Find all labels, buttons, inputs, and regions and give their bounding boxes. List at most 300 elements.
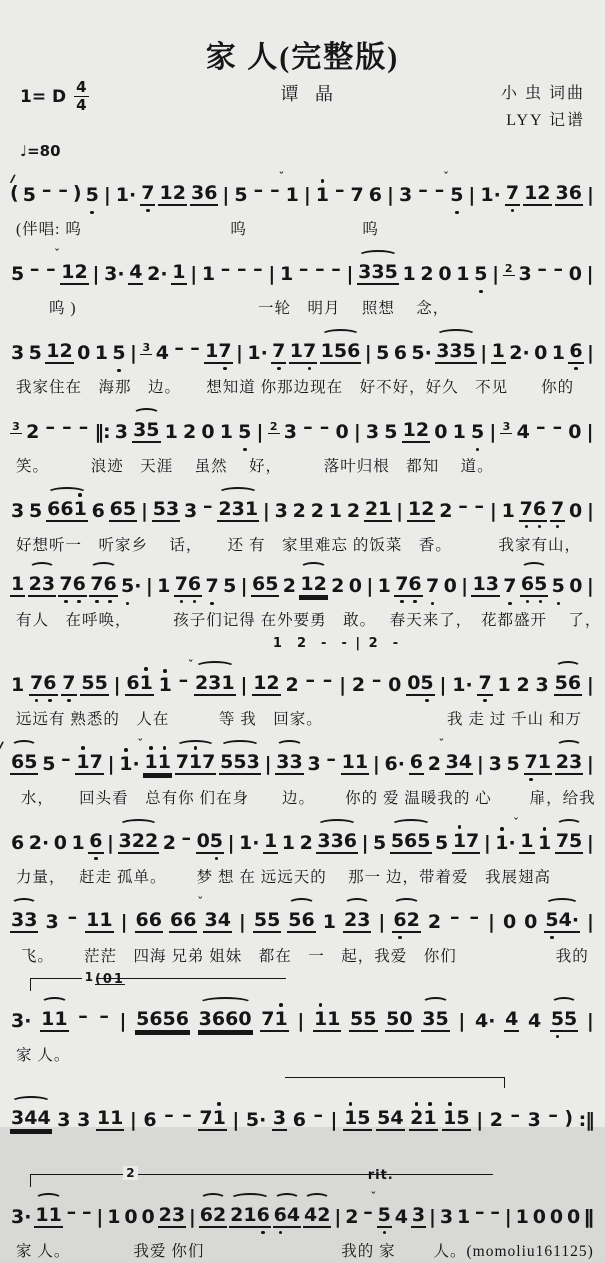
barline: | — [428, 1206, 437, 1228]
note-digit: 3 — [42, 574, 55, 595]
note-digit: 1 — [457, 1207, 470, 1228]
barline: | — [353, 421, 362, 443]
time-signature-numerator: 4 — [74, 80, 88, 97]
octave-dot-above — [279, 1003, 283, 1007]
note-digit: 1 — [95, 343, 108, 364]
note-digit: 0 — [197, 831, 210, 852]
note-digit: 5 — [153, 499, 166, 520]
note-digit: 5 — [136, 1009, 149, 1030]
note-digit: 5 — [378, 1205, 391, 1226]
dash-note: – — [79, 416, 89, 438]
dash-note: – — [305, 669, 315, 691]
note-digit: 0 — [444, 576, 457, 597]
dash-note: – — [315, 258, 325, 280]
dash-note: – — [299, 258, 309, 280]
note-token — [205, 576, 220, 597]
note-token — [10, 343, 25, 364]
octave-dot-below — [526, 600, 530, 604]
barline: | — [145, 575, 154, 597]
note-digit: 2 — [147, 264, 160, 285]
dash-note: – — [435, 179, 445, 201]
note-token — [364, 499, 392, 522]
dash-note: – — [537, 258, 547, 280]
note-digit: 7 — [218, 341, 231, 362]
note-digit: 1 — [144, 752, 157, 773]
octave-dot-below — [525, 525, 529, 529]
note-digit: 1 — [282, 833, 295, 854]
lyrics-row: 水， 回头看 总有你 们在身 边。 你的 爱 温暖我的 心 扉，给我 — [6, 786, 599, 810]
note-token — [222, 576, 237, 597]
barline: | — [395, 500, 404, 522]
augmentation-dot: · — [24, 1011, 31, 1032]
note-token — [80, 673, 108, 696]
note-token — [398, 185, 413, 206]
note-digit: 2 — [311, 501, 324, 522]
note-token — [442, 1108, 470, 1131]
note-digit: 6 — [183, 910, 196, 931]
note-digit: 1 — [408, 499, 421, 520]
note-token — [390, 831, 432, 854]
note-digit: 0 — [349, 576, 362, 597]
augmentation-dot: · — [509, 833, 516, 854]
note-digit: 5 — [564, 1009, 577, 1030]
note-digit: 5 — [265, 574, 278, 595]
note-token — [273, 1205, 301, 1228]
octave-dot-below — [557, 602, 561, 606]
note-token — [555, 752, 583, 775]
note-digit: 2 — [195, 673, 208, 694]
note-token — [155, 343, 170, 364]
note-digit: 5 — [81, 673, 94, 694]
note-digit: 6 — [126, 673, 139, 694]
note-digit: 1 — [110, 1108, 123, 1129]
note-token — [199, 1205, 227, 1228]
octave-dot-below — [210, 602, 214, 606]
note-token — [343, 910, 371, 933]
octave-dot-below — [64, 600, 68, 604]
octave-dot-above — [217, 1102, 221, 1106]
note-digit: 1 — [35, 1205, 48, 1226]
augmentation-dot: · — [259, 1110, 266, 1131]
note-digit: 4 — [287, 1205, 300, 1226]
note-token — [128, 262, 143, 285]
note-digit: 0 — [407, 673, 420, 694]
note-digit: 4 — [505, 1009, 518, 1030]
note-digit: 2 — [283, 576, 296, 597]
note-token — [551, 343, 566, 364]
note-token — [554, 673, 582, 696]
note-digit: 1 — [321, 341, 334, 362]
note-token — [488, 754, 503, 775]
note-token — [438, 501, 453, 522]
note-digit: 4 — [395, 1207, 408, 1228]
page-title: 家 人(完整版) — [6, 32, 599, 76]
note-digit: 3 — [501, 421, 511, 433]
lyrics-row: 呜 ) 一轮 明月 照想 念， — [6, 296, 599, 320]
note-digit: 5 — [436, 1009, 449, 1030]
note-digit: 0 — [524, 912, 537, 933]
note-token — [271, 341, 286, 364]
note-digit: 2 — [314, 574, 327, 595]
note-digit: 2 — [420, 264, 433, 285]
dash-note: – — [30, 258, 40, 280]
note-digit: 1 — [524, 183, 537, 204]
note-token — [502, 912, 517, 933]
octave-dot-below — [508, 602, 512, 606]
volta-bracket — [30, 978, 286, 991]
note-digit: 1 — [11, 675, 24, 696]
lyrics-row: 远远有 熟悉的 人在 等 我 回家。 我 走 过 千山 和万 — [6, 707, 599, 731]
dash-note: – — [58, 179, 68, 201]
note-digit: 5 — [385, 262, 398, 283]
note-token — [94, 343, 109, 364]
octave-dot-above — [428, 1102, 432, 1106]
note-digit: 6 — [149, 1009, 162, 1030]
note-token — [10, 264, 25, 285]
barline: | — [586, 500, 595, 522]
note-digit: 7 — [62, 673, 75, 694]
octave-dot-below — [556, 1035, 560, 1039]
dash-note: – — [490, 1201, 500, 1223]
annotation-row — [6, 1069, 599, 1089]
note-digit: 1 — [253, 673, 266, 694]
note-digit: 5 — [363, 1009, 376, 1030]
note-digit: 0 — [335, 422, 348, 443]
octave-dot-below — [35, 699, 39, 703]
note-digit: 3 — [247, 752, 260, 773]
volta-number: 2 — [123, 1166, 137, 1180]
note-token — [245, 1110, 267, 1131]
note-digit: 7 — [141, 183, 154, 204]
note-digit: 6 — [149, 910, 162, 931]
note-digit: 5 — [334, 341, 347, 362]
note-token — [158, 675, 173, 696]
note-digit: 3 — [273, 1108, 286, 1129]
barline: | — [333, 1206, 342, 1228]
octave-dot-below — [48, 699, 52, 703]
note-digit: 3 — [284, 422, 297, 443]
note-token — [427, 912, 442, 933]
note-token — [474, 1011, 496, 1032]
breath-mark: ˇ — [197, 895, 203, 908]
note-token — [504, 1009, 519, 1032]
note-token — [409, 752, 424, 775]
note-digit: 1 — [158, 752, 171, 773]
note-token — [135, 910, 163, 933]
note-token — [524, 752, 552, 775]
note-digit: 2 — [428, 912, 441, 933]
note-token — [470, 422, 485, 443]
tempo-marking: ♩=80 — [6, 134, 599, 160]
note-digit: 0 — [569, 501, 582, 522]
note-digit: 5 — [391, 831, 404, 852]
note-digit: 1 — [552, 343, 565, 364]
note-digit: 3 — [366, 422, 379, 443]
augmentation-dot: · — [261, 343, 268, 364]
note-digit: 3 — [104, 264, 117, 285]
note-token — [292, 1110, 307, 1131]
note-digit: 3 — [208, 673, 221, 694]
note-digit: 3 — [57, 1110, 70, 1131]
note-digit: 3 — [528, 1110, 541, 1131]
note-token — [96, 1108, 124, 1131]
note-token — [365, 422, 380, 443]
pickup-notes: 1 2 - - | 2 - — [273, 636, 400, 651]
note-digit: 5 — [29, 343, 42, 364]
notation-row — [6, 559, 599, 608]
note-digit: 3 — [518, 264, 531, 285]
barline: | — [586, 674, 595, 696]
note-digit: 7 — [503, 576, 516, 597]
note-token — [544, 910, 580, 933]
note-token — [501, 501, 516, 522]
note-token — [103, 264, 125, 285]
note-digit: 4 — [559, 910, 572, 931]
note-token — [443, 576, 458, 597]
note-digit: 6 — [43, 673, 56, 694]
note-digit: 7 — [59, 574, 72, 595]
note-digit: 2 — [365, 499, 378, 520]
lyrics-row: 飞。 茫茫 四海 兄弟 姐妹 都在 一 起，我爱 你们 我的 — [6, 944, 599, 968]
music-line — [6, 970, 599, 1067]
rit-marking: rit. — [368, 1168, 394, 1183]
note-digit: 3 — [276, 752, 289, 773]
note-digit: 3 — [204, 910, 217, 931]
note-digit: 1 — [119, 754, 132, 775]
dash-note: – — [46, 258, 56, 280]
note-digit: 3 — [440, 1207, 453, 1228]
time-signature — [74, 80, 88, 113]
octave-dot-below — [180, 600, 184, 604]
parenthesis: ) — [564, 1107, 573, 1129]
note-token — [377, 576, 392, 597]
dash-note: – — [270, 179, 280, 201]
note-token — [175, 752, 217, 775]
octave-dot-below — [90, 211, 94, 215]
note-digit: 0 — [569, 576, 582, 597]
note-token — [549, 1207, 564, 1228]
note-digit: 1 — [205, 341, 218, 362]
note-digit: 4 — [528, 1011, 541, 1032]
note-token — [349, 1009, 377, 1032]
note-digit: 3 — [11, 1207, 24, 1228]
music-lines-container — [6, 164, 599, 1263]
note-digit: 2 — [416, 420, 429, 441]
octave-dot-below — [511, 209, 515, 213]
dash-note: – — [363, 1201, 373, 1223]
note-digit: 1 — [314, 1009, 327, 1030]
note-token — [449, 185, 464, 206]
note-digit: 7 — [525, 752, 538, 773]
lyrics-row: 家 人。 — [6, 1043, 599, 1067]
note-token — [71, 833, 86, 854]
note-digit: 5 — [545, 910, 558, 931]
note-token — [471, 574, 499, 597]
note-digit: 1 — [538, 752, 551, 773]
note-token — [341, 752, 369, 775]
note-digit: 1 — [480, 185, 493, 206]
note-digit: 3 — [11, 910, 24, 931]
note-token — [292, 501, 307, 522]
note-digit: 3 — [317, 831, 330, 852]
note-token — [330, 576, 345, 597]
octave-dot-above — [78, 493, 82, 497]
note-digit: 5 — [507, 754, 520, 775]
note-token — [217, 499, 259, 522]
barline: | — [460, 575, 469, 597]
note-digit: 6 — [188, 574, 201, 595]
note-digit: 3 — [569, 752, 582, 773]
note-token — [372, 833, 387, 854]
lyrics-row — [6, 1142, 599, 1164]
note-digit: 3 — [307, 754, 320, 775]
note-digit: 1 — [61, 262, 74, 283]
note-token — [506, 754, 521, 775]
note-token — [25, 422, 40, 443]
note-token — [313, 1009, 341, 1032]
note-token — [299, 833, 314, 854]
octave-dot-below — [538, 525, 542, 529]
octave-dot-below — [279, 1231, 283, 1235]
note-digit: 3 — [399, 185, 412, 206]
dash-note: – — [458, 495, 468, 517]
note-digit: 5 — [357, 1108, 370, 1129]
augmentation-dot: · — [160, 264, 167, 285]
note-digit: 2 — [285, 675, 298, 696]
note-digit: 1 — [54, 1009, 67, 1030]
note-token — [91, 501, 106, 522]
barline: | — [476, 753, 485, 775]
note-token — [284, 675, 299, 696]
note-token — [523, 912, 538, 933]
note-token — [114, 422, 129, 443]
note-digit: 2 — [29, 574, 42, 595]
dash-note: – — [164, 1104, 174, 1126]
note-digit: 3 — [446, 752, 459, 773]
note-digit: 6 — [92, 501, 105, 522]
dash-note: – — [203, 495, 213, 517]
note-token — [152, 499, 180, 522]
note-digit: 3 — [115, 422, 128, 443]
time-signature-denominator: 4 — [76, 97, 86, 113]
note-digit: 5 — [288, 910, 301, 931]
dash-note: – — [536, 416, 546, 438]
note-digit: 3 — [486, 574, 499, 595]
note-digit: 2 — [556, 752, 569, 773]
note-token — [520, 574, 548, 597]
note-digit: 4 — [24, 1108, 37, 1129]
note-digit: 6 — [385, 754, 398, 775]
note-token — [28, 501, 43, 522]
note-digit: 1 — [157, 576, 170, 597]
note-token — [406, 673, 434, 696]
barline: | — [188, 1206, 197, 1228]
note-token — [533, 343, 548, 364]
note-token — [437, 264, 452, 285]
barline: | — [303, 184, 312, 206]
note-token — [106, 1207, 121, 1228]
note-token — [171, 262, 186, 285]
note-digit: 1 — [189, 752, 202, 773]
note-digit: 1 — [516, 1207, 529, 1228]
note-token — [328, 501, 343, 522]
octave-dot-below — [400, 600, 404, 604]
music-line — [6, 733, 599, 810]
note-token — [281, 833, 296, 854]
barline: | — [91, 263, 100, 285]
note-digit: 5 — [552, 576, 565, 597]
note-digit: 6 — [533, 499, 546, 520]
octave-dot-above — [543, 827, 547, 831]
note-digit: 0 — [534, 343, 547, 364]
note-token — [419, 264, 434, 285]
note-token — [425, 576, 440, 597]
note-digit: 2 — [218, 499, 231, 520]
note-digit: 0 — [141, 1207, 154, 1228]
octave-dot-below — [77, 600, 81, 604]
note-digit: 4 — [390, 1108, 403, 1129]
octave-dot-below — [479, 290, 483, 294]
note-token — [158, 183, 186, 206]
note-digit: 2 — [331, 576, 344, 597]
music-line — [6, 1166, 599, 1263]
octave-dot-below — [94, 857, 98, 861]
credit-notation: LYY 记谱 — [501, 107, 585, 134]
barline: | — [103, 184, 112, 206]
barline: | — [586, 911, 595, 933]
octave-dot-below — [476, 448, 480, 452]
note-digit: 1 — [274, 1009, 287, 1030]
notation-row — [6, 1186, 599, 1239]
note-token — [489, 1110, 504, 1131]
barline: | — [386, 184, 395, 206]
note-token — [198, 1108, 226, 1131]
note-token — [409, 1108, 437, 1131]
note-digit: 0 — [503, 912, 516, 933]
note-digit: 7 — [202, 752, 215, 773]
note-digit: 3 — [119, 831, 132, 852]
note-digit: 2 — [159, 1205, 172, 1226]
note-token — [53, 833, 68, 854]
note-digit: 1 — [49, 1205, 62, 1226]
note-digit: 1 — [76, 752, 89, 773]
note-token — [343, 1108, 371, 1131]
note-digit: 0 — [434, 422, 447, 443]
note-token — [535, 675, 550, 696]
dash-note: – — [548, 1104, 558, 1126]
octave-dot-below — [243, 448, 247, 452]
notation-row — [6, 480, 599, 533]
note-digit: 1 — [11, 574, 24, 595]
note-digit: 5 — [555, 673, 568, 694]
barline: | — [238, 911, 247, 933]
note-digit: 5 — [210, 831, 223, 852]
octave-dot-below — [126, 602, 130, 606]
barline: | — [475, 1109, 484, 1131]
note-token — [169, 910, 197, 933]
note-digit: 2 — [230, 1205, 243, 1226]
barline: | — [489, 500, 498, 522]
note-digit: 1 — [327, 1009, 340, 1030]
note-digit: 0 — [438, 264, 451, 285]
note-digit: 5 — [112, 343, 125, 364]
note-digit: 7 — [556, 831, 569, 852]
parenthesis: ) — [73, 182, 82, 204]
barline: | — [231, 1109, 240, 1131]
breath-mark: ˇ — [513, 816, 519, 829]
octave-dot-above — [448, 1102, 452, 1106]
music-line — [6, 322, 599, 399]
